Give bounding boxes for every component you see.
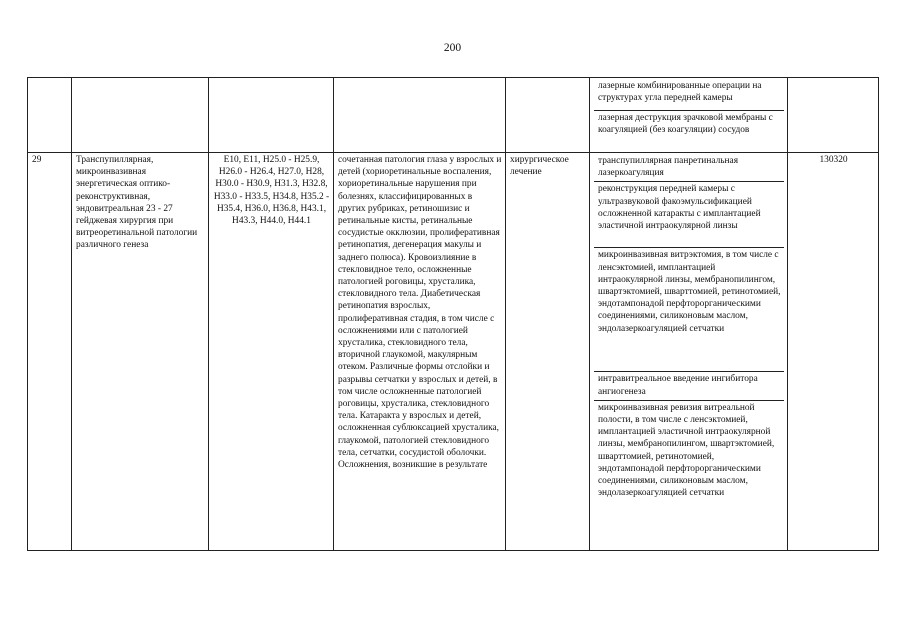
page-number: 200 [443,42,462,54]
method-item: микроинвазивная ревизия витреальной полости, в том числе с ленсэктомией, имплантацией эластичной интраокулярной линзы, мембранопилингом, швартэктомией, шварттомией, ретинотомией, эндотампонадой перфторорганическими соединениями, силиконовым маслом, эндолазеркоагуляцией сетчатки [598,402,775,499]
table-row [28,153,879,551]
cell-icd [209,78,334,153]
cell-model [334,153,506,551]
cell-number: 29 [28,153,72,551]
model-text: сочетанная патология глаза у взрослых и детей (хориоретинальные воспаления, хориоретинальные нарушения при болезнях, классифицированных в других рубриках, ретиношизис и ретинальные кисты, ретинальные сосудистые окклюзии, пролиферативная ретинопатия, дегенерация макулы и заднего полюса). Кровоизлияние в стекловидное тело, осложненные патологией роговицы, хрусталика, стекловидного тела. Диабетическая ретинопатия взрослых, пролиферативная стадия, в том числе с осложнениями или с патологией хрусталика, стекловидного тела, вторичной глаукомой, макулярным отеком. Различные формы отслойки и разрывы сетчатки у взрослых и детей, в том числе осложненные патологией роговицы, хрусталика, стекловидного тела. Катаракта у взрослых и детей, осложненная сублюксацией хрусталика, глаукомой, патологией стекловидного тела, сетчатки, сосудистой оболочки. Осложнения, возникшие в результате [338,155,502,471]
method-item: реконструкция передней камеры с ультразвуковой факоэмульсификацией осложненной катаракты с имплантацией эластичной интраокулярной линзы [594,182,784,248]
method-item: микроинвазивная витрэктомия, в том числе с ленсэктомией, имплантацией интраокулярной линзы, мембранопилингом, швартэктомией, шварттомией, ретинотомией, эндотампонадой перфторорганическими соединениями, силиконовым маслом, эндолазеркоагуляцией сетчатки [594,248,784,372]
cell-norm: 130320 [788,153,879,551]
cell-model [334,78,506,153]
cell-name: Транспупиллярная, микроинвазивная энергетическая оптико-реконструктивная, эндовитреальная 23 - 27 гейджевая хирургия при витреоретинальной патологии различного генеза [72,153,209,551]
cell-norm [788,78,879,153]
cell-treatment: хирургическое лечение [506,153,590,551]
cell-number [28,78,72,153]
methods-list [594,79,784,152]
method-item: транспупиллярная панретинальная лазеркоагуляция [594,154,784,182]
method-item: интравитреальное введение ингибитора ангиогенеза [594,372,784,400]
method-item: лазерные комбинированные операции на структурах угла передней камеры [594,79,784,111]
cell-treatment [506,78,590,153]
method-item: лазерная деструкция зрачковой мембраны с коагуляцией (без коагуляции) сосудов [598,113,773,136]
cell-name [72,78,209,153]
cell-icd: E10, E11, H25.0 - H25.9, H26.0 - H26.4, H27.0, H28, H30.0 - H30.9, H31.3, H32.8, H33.0 - H33.5, H34.8, H35.2 - H35.4, H36.0, H36.8, H43.1, H43.3, H44.0, H44.1 [209,153,334,551]
table-row [28,78,879,153]
methods-list [594,154,784,534]
care-table [27,77,879,551]
cell-methods [590,78,788,153]
cell-methods [590,153,788,551]
